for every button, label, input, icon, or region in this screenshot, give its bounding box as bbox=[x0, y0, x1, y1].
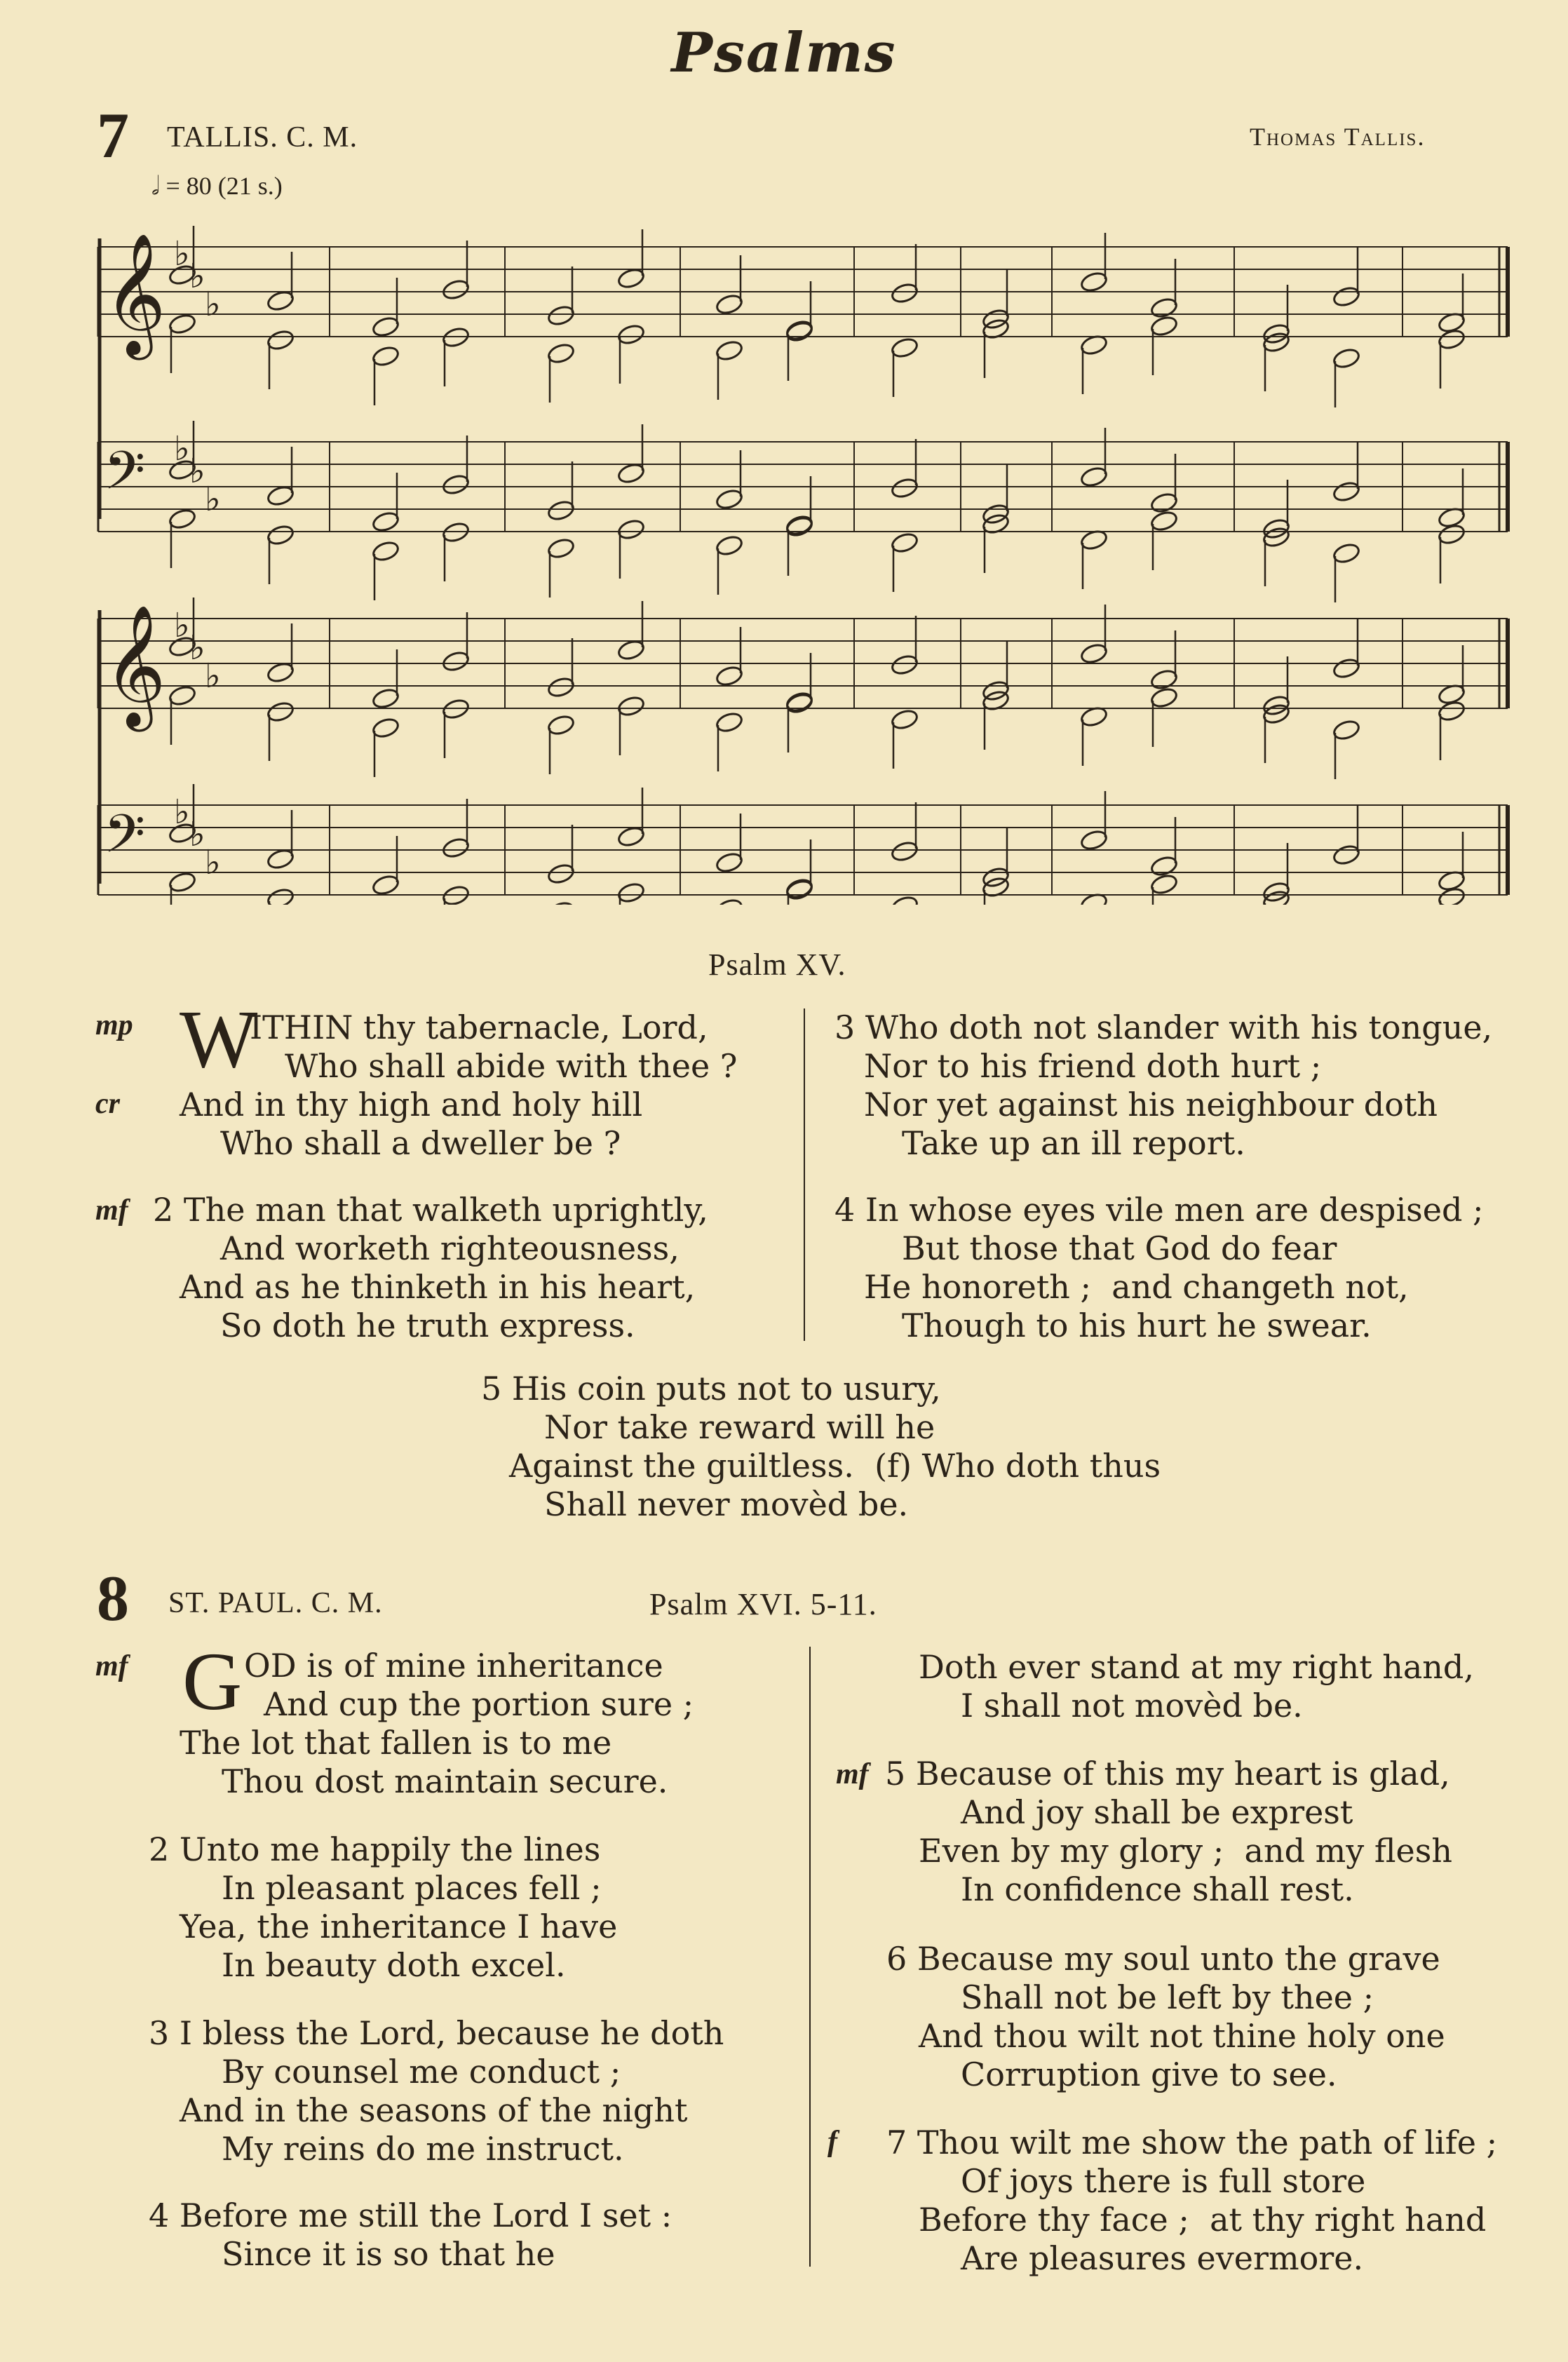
half-note bbox=[441, 278, 470, 302]
hymn-number-8: 8 bbox=[97, 1563, 129, 1634]
half-note bbox=[1149, 855, 1178, 878]
flat-icon: ♭ bbox=[174, 429, 190, 468]
verse-4-line: Though to his hurt he swear. bbox=[902, 1307, 1372, 1344]
half-note bbox=[546, 863, 575, 886]
half-note bbox=[1079, 829, 1108, 852]
verse-7-line: Are pleasures evermore. bbox=[961, 2239, 1364, 2277]
half-note bbox=[1332, 285, 1360, 309]
flat-icon: ♭ bbox=[189, 452, 205, 491]
half-note bbox=[371, 687, 400, 710]
verse-5-line: In confidence shall rest. bbox=[961, 1870, 1354, 1908]
half-note bbox=[546, 714, 575, 737]
flat-icon: ♭ bbox=[205, 285, 221, 324]
column-divider bbox=[809, 1647, 811, 2267]
half-note bbox=[266, 848, 295, 871]
verse-5-line: And joy shall be exprest bbox=[961, 1793, 1353, 1831]
half-note bbox=[1437, 523, 1466, 546]
half-note bbox=[1437, 700, 1466, 723]
verse-4-line: 4 In whose eyes vile men are despised ; bbox=[834, 1191, 1484, 1229]
half-note bbox=[266, 290, 295, 313]
half-note bbox=[546, 499, 575, 522]
half-note bbox=[546, 342, 575, 365]
half-note bbox=[1079, 271, 1108, 294]
half-note bbox=[616, 267, 645, 290]
verse-2-line: 2 Unto me happily the lines bbox=[149, 1830, 601, 1868]
dynamic-mf: mf bbox=[95, 1650, 128, 1682]
half-note bbox=[371, 316, 400, 339]
verse-1-line: Who shall a dweller be ? bbox=[220, 1124, 621, 1162]
verse-5-line: Nor take reward will he bbox=[544, 1408, 935, 1446]
half-note bbox=[616, 639, 645, 662]
half-note bbox=[546, 900, 575, 905]
verse-2-line: So doth he truth express. bbox=[220, 1307, 635, 1344]
half-note bbox=[1149, 873, 1178, 896]
half-note bbox=[546, 676, 575, 699]
flat-icon: ♭ bbox=[174, 606, 190, 645]
verse-3-line: Take up an ill report. bbox=[902, 1124, 1245, 1162]
verse-1-line: Who shall abide with thee ? bbox=[285, 1047, 738, 1085]
half-note bbox=[371, 345, 400, 368]
verse-1-line: And in thy high and holy hill bbox=[180, 1086, 643, 1123]
half-note bbox=[1079, 466, 1108, 489]
verse-2-line: 2 The man that walketh uprightly, bbox=[153, 1191, 708, 1229]
flat-icon: ♭ bbox=[189, 257, 205, 296]
half-note bbox=[890, 477, 919, 500]
half-note bbox=[1332, 657, 1360, 680]
half-note bbox=[890, 708, 919, 731]
hymn-number-7: 7 bbox=[97, 100, 129, 171]
verse-5-line: 5 His coin puts not to usury, bbox=[481, 1370, 941, 1408]
half-note bbox=[616, 323, 645, 346]
verse-1-first-line: ITHIN thy tabernacle, Lord, bbox=[250, 1008, 708, 1046]
half-note bbox=[1149, 492, 1178, 515]
half-note bbox=[1437, 328, 1466, 351]
verse-6-line: 6 Because my soul unto the grave bbox=[886, 1940, 1440, 1978]
verse-3-line: Nor to his friend doth hurt ; bbox=[864, 1047, 1322, 1085]
treble-clef-icon: 𝄞 bbox=[104, 605, 166, 727]
verse-4-line: But those that God do fear bbox=[902, 1229, 1337, 1267]
verse-3-line: 3 Who doth not slander with his tongue, bbox=[834, 1008, 1493, 1046]
dynamic-mf: mf bbox=[95, 1194, 128, 1227]
half-note bbox=[715, 488, 743, 511]
dynamic-mf: mf bbox=[836, 1758, 869, 1790]
flat-icon: ♭ bbox=[174, 792, 190, 832]
half-note bbox=[616, 825, 645, 849]
verse-1-line: And cup the portion sure ; bbox=[264, 1685, 694, 1723]
verse-5-line: Against the guiltless. (f) Who doth thus bbox=[509, 1447, 1161, 1485]
half-note bbox=[1332, 542, 1360, 565]
verse-3-line: My reins do me instruct. bbox=[222, 2130, 624, 2168]
verse-6-line: Corruption give to see. bbox=[961, 2056, 1337, 2093]
half-note bbox=[715, 711, 743, 734]
verse-3-line: By counsel me conduct ; bbox=[222, 2053, 621, 2091]
verse-2-line: In beauty doth excel. bbox=[222, 1946, 566, 1984]
verse-3-line: 3 I bless the Lord, because he doth bbox=[149, 2014, 724, 2052]
half-note bbox=[890, 895, 919, 905]
dynamic-mp: mp bbox=[95, 1009, 133, 1041]
verse-3-line: And in the seasons of the night bbox=[180, 2091, 688, 2129]
half-note bbox=[441, 837, 470, 860]
half-note bbox=[266, 701, 295, 724]
verse-5-line: Even by my glory ; and my flesh bbox=[919, 1832, 1452, 1870]
half-note bbox=[616, 518, 645, 541]
dynamic-cr: cr bbox=[95, 1088, 120, 1120]
half-note bbox=[1332, 347, 1360, 370]
half-note bbox=[1332, 480, 1360, 504]
flat-icon: ♭ bbox=[189, 815, 205, 854]
half-note bbox=[715, 851, 743, 875]
half-note bbox=[616, 882, 645, 905]
half-note bbox=[266, 329, 295, 352]
half-note bbox=[890, 282, 919, 305]
half-note bbox=[441, 473, 470, 497]
verse-3-line: Nor yet against his neighbour doth bbox=[864, 1086, 1438, 1123]
half-note bbox=[715, 339, 743, 363]
flat-icon: ♭ bbox=[189, 628, 205, 668]
verse-4-line: 4 Before me still the Lord I set : bbox=[149, 2196, 673, 2234]
half-note bbox=[266, 661, 295, 684]
flat-icon: ♭ bbox=[205, 843, 221, 882]
composer-name: Thomas Tallis. bbox=[1250, 123, 1426, 151]
bass-clef-icon: 𝄢 bbox=[104, 803, 146, 878]
half-note bbox=[1079, 892, 1108, 905]
half-note bbox=[168, 313, 196, 336]
verse-2-line: Yea, the inheritance I have bbox=[180, 1908, 618, 1945]
verse-4-line: He honoreth ; and changeth not, bbox=[864, 1268, 1409, 1306]
verse-4-continued-line: I shall not movèd be. bbox=[961, 1687, 1303, 1725]
tune-name-st-paul: ST. PAUL. C. M. bbox=[168, 1587, 383, 1619]
page-title: Psalms bbox=[671, 21, 897, 85]
half-note bbox=[1332, 844, 1360, 867]
treble-clef-icon: 𝄞 bbox=[104, 233, 166, 355]
flat-icon: ♭ bbox=[205, 480, 221, 519]
psalm-16-title: Psalm XVI. 5-11. bbox=[649, 1587, 877, 1621]
tune-name-tallis: TALLIS. C. M. bbox=[167, 121, 358, 154]
dynamic-f: f bbox=[827, 2126, 837, 2158]
half-note bbox=[1079, 642, 1108, 666]
verse-1-first-line: OD is of mine inheritance bbox=[244, 1647, 663, 1685]
verse-4-continued-line: Doth ever stand at my right hand, bbox=[919, 1648, 1474, 1686]
half-note bbox=[1332, 719, 1360, 742]
half-note bbox=[266, 887, 295, 905]
half-note bbox=[168, 871, 196, 894]
half-note bbox=[371, 511, 400, 534]
verse-5-line: Shall never movèd be. bbox=[544, 1485, 909, 1523]
half-note bbox=[1149, 297, 1178, 320]
psalm-15-title: Psalm XV. bbox=[708, 947, 846, 982]
drop-cap-g: G bbox=[182, 1635, 243, 1727]
verse-7-line: Of joys there is full store bbox=[961, 2162, 1366, 2200]
flat-icon: ♭ bbox=[205, 656, 221, 696]
half-note bbox=[890, 840, 919, 863]
half-note bbox=[715, 534, 743, 558]
verse-6-line: And thou wilt not thine holy one bbox=[919, 2017, 1445, 2055]
verse-5-line: 5 Because of this my heart is glad, bbox=[885, 1755, 1450, 1793]
half-note bbox=[371, 717, 400, 740]
half-note bbox=[715, 665, 743, 688]
half-note bbox=[371, 540, 400, 563]
music-score-tallis bbox=[0, 0, 1568, 905]
half-note bbox=[546, 304, 575, 328]
half-note bbox=[371, 874, 400, 897]
half-note bbox=[616, 462, 645, 485]
half-note bbox=[1149, 315, 1178, 338]
tempo-marking: 𝅗𝅥 = 80 (21 s.) bbox=[151, 172, 283, 200]
drop-cap-w: W bbox=[180, 993, 258, 1085]
half-note bbox=[715, 293, 743, 316]
half-note bbox=[266, 485, 295, 508]
half-note bbox=[890, 532, 919, 555]
half-note bbox=[715, 898, 743, 905]
flat-icon: ♭ bbox=[174, 234, 190, 274]
half-note bbox=[546, 537, 575, 560]
verse-7-line: Before thy face ; at thy right hand bbox=[919, 2201, 1487, 2239]
half-note bbox=[1149, 687, 1178, 710]
verse-2-line: In pleasant places fell ; bbox=[222, 1869, 602, 1907]
half-note bbox=[168, 684, 196, 708]
verse-4-line: Since it is so that he bbox=[222, 2235, 555, 2273]
verse-2-line: And worketh righteousness, bbox=[220, 1229, 680, 1267]
verse-7-line: 7 Thou wilt me show the path of life ; bbox=[886, 2124, 1498, 2161]
half-note bbox=[616, 695, 645, 718]
half-note bbox=[890, 337, 919, 360]
half-note bbox=[441, 650, 470, 673]
verse-6-line: Shall not be left by thee ; bbox=[961, 1978, 1374, 2016]
half-note bbox=[1149, 510, 1178, 533]
column-divider bbox=[804, 1008, 805, 1341]
half-note bbox=[168, 508, 196, 531]
bass-clef-icon: 𝄢 bbox=[104, 440, 146, 515]
half-note bbox=[371, 903, 400, 905]
verse-1-line: Thou dost maintain secure. bbox=[222, 1762, 668, 1800]
verse-2-line: And as he thinketh in his heart, bbox=[180, 1268, 696, 1306]
half-note bbox=[266, 524, 295, 547]
half-note bbox=[1149, 668, 1178, 691]
verse-1-line: The lot that fallen is to me bbox=[180, 1724, 612, 1762]
half-note bbox=[890, 654, 919, 677]
